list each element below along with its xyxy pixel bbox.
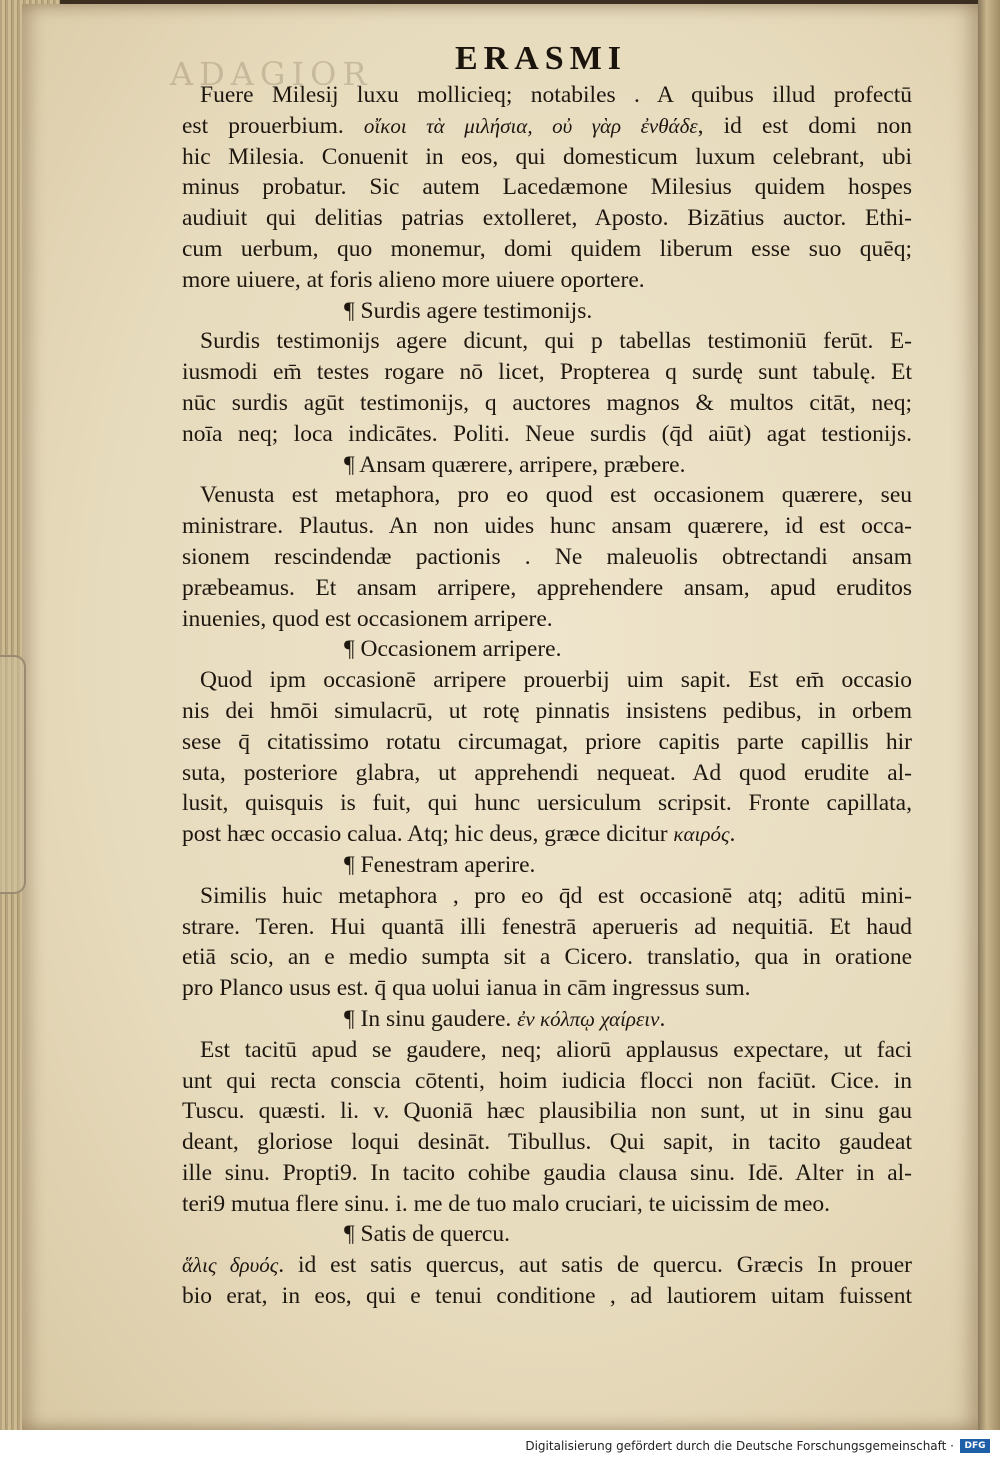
line-text: ¶ In sinu gaudere. [344, 1005, 518, 1032]
text-line [182, 942, 912, 973]
line-text: ¶ Surdis agere testimonijs. [344, 297, 593, 324]
line-text: Venusta est metaphora, pro eo quod est occasionem quærere, seu [200, 482, 912, 509]
section-heading [182, 450, 912, 481]
text-line [182, 1035, 912, 1066]
text-line [182, 326, 912, 357]
section-heading [182, 1004, 912, 1035]
text-line [182, 542, 912, 573]
text-line [182, 1096, 912, 1127]
text-line [182, 819, 912, 850]
line-text: strare. Teren. Hui quantā illi fenestrā aperueris ad nequitiā. Et haud [182, 913, 912, 940]
text-line [182, 665, 912, 696]
line-text: minus probatur. Sic autem Lacedæmone Milesius quidem hospes [182, 174, 912, 201]
line-text: teri9 mutua flere sinu. i. me de tuo malo cruciari, te uicissim de meo. [182, 1190, 831, 1217]
line-text: deant, gloriose loqui desināt. Tibullus. Qui sapit, in tacito gaudeat [182, 1129, 912, 1156]
line-text: Similis huic metaphora , pro eo q̄d est occasionē atq; aditū mini- [200, 882, 912, 909]
line-text: præbeamus. Et ansam arripere, apprehendere ansam, apud eruditos [182, 574, 912, 601]
text-line [182, 419, 912, 450]
greek-phrase: ἅλις δρυός [182, 1253, 279, 1278]
line-text: Fuere Milesij luxu mollicieq; notabiles . A quibus illud profectū [200, 82, 912, 108]
text-line [182, 234, 912, 265]
section-heading [182, 634, 912, 665]
line-text-continued: . id est satis quercus, aut satis de quercu. Græcis In prouer [278, 1252, 912, 1279]
text-line [182, 973, 912, 1004]
bleed-through-text: ADAGIOR [170, 55, 373, 93]
line-text: audiuit qui delitias patrias extolleret, Aposto. Bizātius auctor. Ethi- [182, 205, 912, 232]
line-text-continued: . [729, 821, 736, 848]
line-text: post hæc occasio calua. Atq; hic deus, græce dicitur [182, 821, 674, 848]
line-text: nūc surdis agūt testimonijs, q auctores magnos & multos citāt, neq; [182, 389, 912, 416]
footer-bar [0, 1430, 1000, 1464]
line-text: ille sinu. Propti9. In tacito cohibe gaudia clausa sinu. Idē. Alter in al- [182, 1159, 912, 1186]
line-text: sionem rescindendæ pactionis . Ne maleuolis obtrectandi ansam [182, 543, 912, 570]
line-text: noīa neq; loca indicātes. Politi. Neue surdis (q̄d aiūt) agat testionijs. [182, 420, 912, 447]
text-line [182, 1281, 912, 1312]
line-text: suta, posteriore glabra, ut apprehendi nequeat. Ad quod erudite al- [182, 759, 912, 786]
line-text: hic Milesia. Conuenit in eos, qui domesticum luxum celebrant, ubi [182, 143, 912, 170]
text-line [182, 912, 912, 943]
text-line [182, 1127, 912, 1158]
text-line [182, 203, 912, 234]
text-line [182, 727, 912, 758]
line-text: bio erat, in eos, qui e tenui conditione , ad lautiorem uitam fuissent [182, 1283, 912, 1310]
section-heading [182, 296, 912, 327]
greek-phrase: καιρός [673, 822, 730, 847]
line-text: more uiuere, at foris alieno more uiuere oportere. [182, 266, 645, 293]
line-text: est prouerbium. [182, 112, 364, 139]
text-line [182, 80, 912, 111]
text-line [182, 1189, 912, 1220]
section-heading [182, 850, 912, 881]
text-block [182, 80, 912, 1312]
text-line [182, 111, 912, 142]
line-text: ¶ Satis de quercu. [344, 1221, 510, 1248]
line-text: ministrare. Plautus. An non uides hunc ansam quærere, id est occa- [182, 513, 912, 540]
text-line [182, 1066, 912, 1097]
line-text: sese q̄ citatissimo rotatu circumagat, priore capitis parte capillis hir [182, 728, 912, 755]
book-spine [978, 0, 1000, 1430]
line-text-continued: . [659, 1005, 666, 1032]
line-text: Est tacitū apud se gaudere, neq; aliorū applausus expectare, ut faci [200, 1036, 912, 1063]
line-text: Tuscu. quæsti. li. v. Quoniā hæc plausibilia non sunt, ut in sinu gau [182, 1098, 912, 1125]
text-line [182, 758, 912, 789]
line-text: lusit, quisquis is fuit, qui hunc uersiculum scripsit. Fronte capillata, [182, 790, 912, 817]
book-clasp [0, 655, 26, 894]
text-line [182, 573, 912, 604]
digitization-credit: Digitalisierung gefördert durch die Deutsche Forschungsgemeinschaft · [525, 1439, 954, 1453]
line-text: iusmodi em̄ testes rogare nō licet, Propterea q surdę sunt tabulę. Et [182, 359, 912, 386]
text-line [182, 480, 912, 511]
text-line [182, 881, 912, 912]
text-line [182, 172, 912, 203]
line-text: pro Planco usus est. q̄ qua uolui ianua in cām ingressus sum. [182, 975, 751, 1002]
dfg-logo: DFG [960, 1439, 990, 1453]
line-text: ¶ Ansam quærere, arripere, præbere. [344, 451, 686, 478]
line-text: Surdis testimonijs agere dicunt, qui p tabellas testimoniū ferūt. E- [200, 328, 912, 355]
text-line [182, 142, 912, 173]
line-text-continued: , id est domi non [697, 112, 912, 139]
text-line [182, 265, 912, 296]
text-line [182, 788, 912, 819]
greek-phrase: ἐν κόλπῳ χαίρειν [517, 1006, 660, 1031]
running-header: ERASMI [455, 40, 628, 77]
line-text: Quod ipm occasionē arripere prouerbij uim sapit. Est em̄ occasio [200, 667, 912, 694]
greek-phrase: οἴκοι τὰ μιλήσια, οὐ γὰρ ἐνθάδε [363, 113, 698, 138]
line-text: etiā scio, an e medio sumpta sit a Cicero. translatio, qua in oratione [182, 944, 912, 971]
text-line [182, 357, 912, 388]
text-line [182, 511, 912, 542]
line-text: cum uerbum, quo monemur, domi quidem liberum esse suo quēq; [182, 235, 912, 262]
text-line [182, 1250, 912, 1281]
section-heading [182, 1219, 912, 1250]
line-text: nis dei hmōi simulacrū, ut rotę pinnatis insistens pedibus, in orbem [182, 697, 912, 724]
text-line [182, 388, 912, 419]
line-text: ¶ Fenestram aperire. [344, 851, 536, 878]
line-text: inuenies, quod est occasionem arripere. [182, 605, 553, 632]
line-text: unt qui recta conscia cōtenti, hoim iudicia flocci non faciūt. Cice. in [182, 1067, 912, 1094]
text-line [182, 696, 912, 727]
text-line [182, 604, 912, 635]
text-line [182, 1158, 912, 1189]
line-text: ¶ Occasionem arripere. [344, 636, 562, 663]
